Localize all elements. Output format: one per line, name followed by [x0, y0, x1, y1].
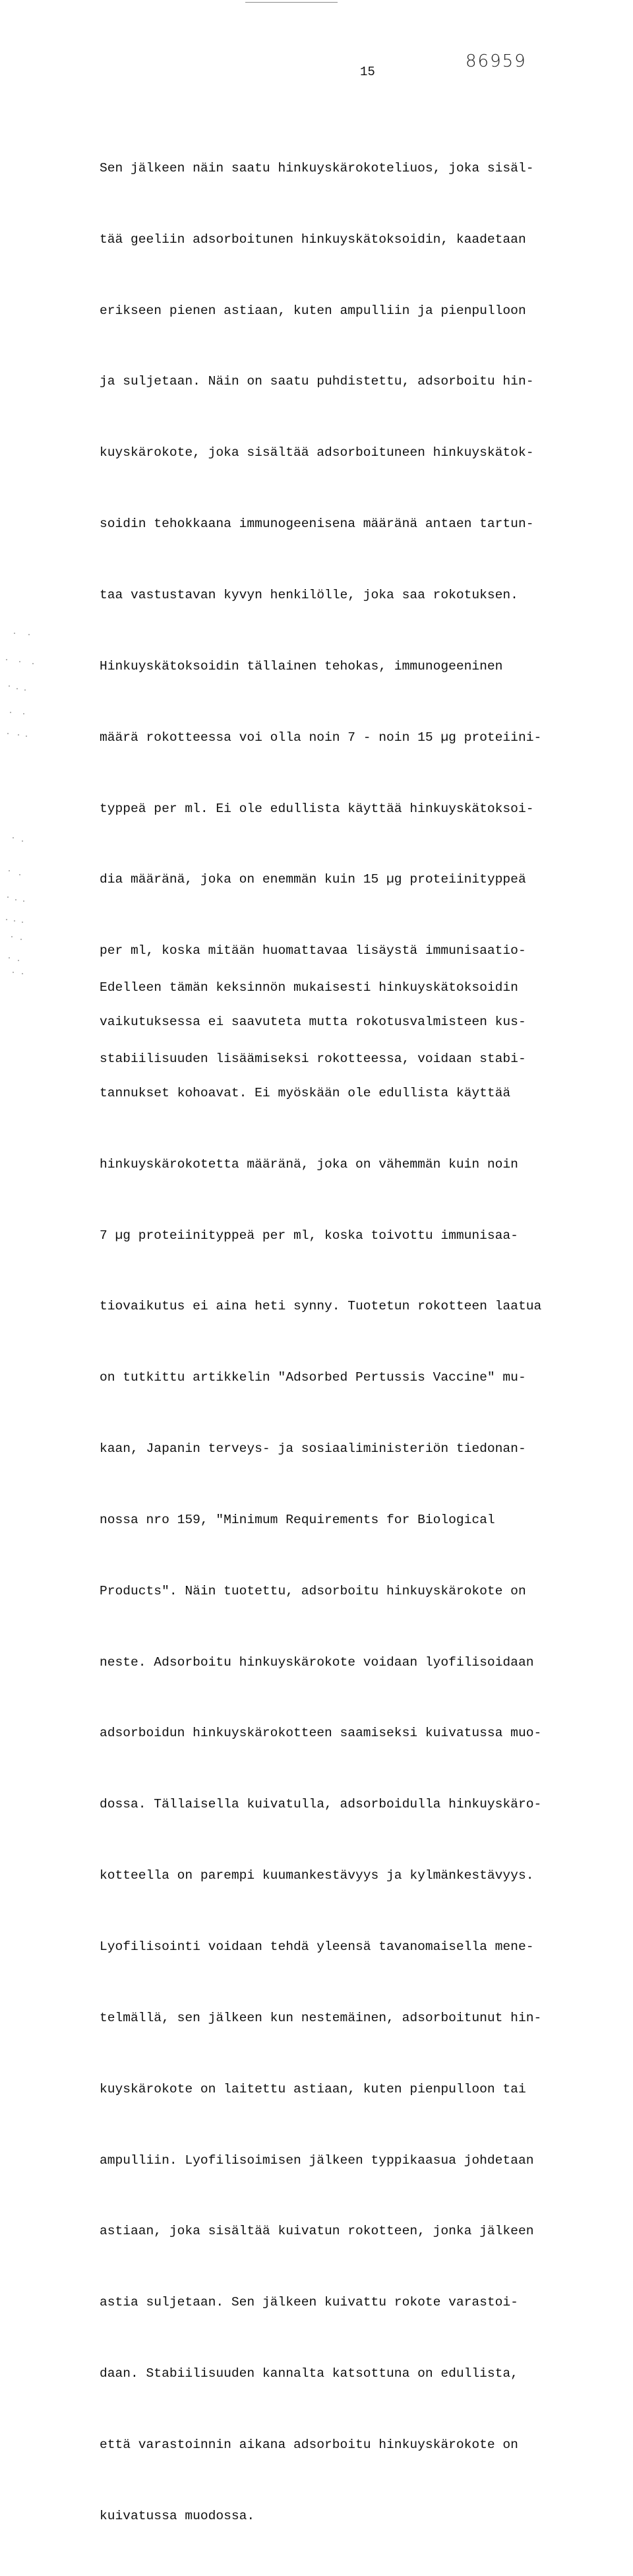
text-line: tannukset kohoavat. Ei myöskään ole edullista käyttää: [100, 1085, 511, 1100]
text-line: ampulliin. Lyofilisoimisen jälkeen typpikaasua johdetaan: [100, 2152, 534, 2168]
text-line: typpeä per ml. Ei ole edullista käyttää hinkuyskätoksoi-: [100, 801, 534, 816]
text-line: neste. Adsorboitu hinkuyskärokote voidaan lyofilisoidaan: [100, 1654, 534, 1670]
text-line: määrä rokotteessa voi olla noin 7 - noin 15 µg proteiini-: [100, 730, 542, 745]
text-line: erikseen pienen astiaan, kuten ampulliin ja pienpulloon: [100, 303, 526, 318]
text-line: hinkuyskärokotetta määränä, joka on vähemmän kuin noin: [100, 1156, 518, 1172]
text-line: kotteella on parempi kuumankestävyys ja kylmänkestävyys.: [100, 1868, 534, 1883]
text-line: ja suljetaan. Näin on saatu puhdistettu, adsorboitu hin-: [100, 374, 534, 389]
text-line: Sen jälkeen näin saatu hinkuyskärokoteliuos, joka sisäl-: [100, 160, 534, 175]
paragraph-1: [100, 110, 627, 2576]
text-line: kuyskärokote, joka sisältää adsorboituneen hinkuyskätok-: [100, 445, 534, 460]
text-line: dia määränä, joka on enemmän kuin 15 µg proteiinityppeä: [100, 872, 526, 887]
text-line: tää geeliin adsorboitunen hinkuyskätoksoidin, kaadetaan: [100, 232, 526, 247]
text-line: astia suljetaan. Sen jälkeen kuivattu rokote varastoi-: [100, 2295, 518, 2310]
text-line: vaikutuksessa ei saavuteta mutta rokotusvalmisteen kus-: [100, 1015, 526, 1030]
text-line: kuyskärokote on laitettu astiaan, kuten pienpulloon tai: [100, 2081, 526, 2096]
text-line: Edelleen tämän keksinnön mukaisesti hinkuyskätoksoidin: [100, 980, 518, 995]
page-number: 15: [360, 65, 375, 79]
text-line: kuivatussa muodossa.: [100, 2508, 255, 2523]
text-line: Lyofilisointi voidaan tehdä yleensä tavanomaisella mene-: [100, 1939, 534, 1954]
text-line: Hinkuyskätoksoidin tällainen tehokas, immunogeeninen: [100, 658, 503, 674]
document-number: 86959: [466, 51, 527, 71]
text-line: tiovaikutus ei aina heti synny. Tuotetun rokotteen laatua: [100, 1299, 542, 1314]
text-line: 7 µg proteiinityppeä per ml, koska toivottu immunisaa-: [100, 1228, 518, 1243]
text-line: että varastoinnin aikana adsorboitu hinkuyskärokote on: [100, 2437, 518, 2452]
text-line: dossa. Tällaisella kuivatulla, adsorboidulla hinkuyskäro-: [100, 1797, 542, 1812]
text-line: stabiilisuuden lisäämiseksi rokotteessa, voidaan stabi-: [100, 1051, 526, 1066]
text-line: nossa nro 159, "Minimum Requirements for Biological: [100, 1512, 495, 1527]
scan-noise-specks: [0, 0, 40, 978]
paragraph-2: [100, 929, 627, 1119]
text-line: soidin tehokkaana immunogeenisena määränä antaen tartun-: [100, 517, 534, 532]
text-line: on tutkittu artikkelin "Adsorbed Pertussis Vaccine" mu-: [100, 1370, 526, 1385]
text-line: per ml, koska mitään huomattavaa lisäystä immunisaatio-: [100, 943, 526, 958]
text-line: taa vastustavan kyvyn henkilölle, joka saa rokotuksen.: [100, 587, 518, 602]
scan-top-rule: [245, 2, 338, 3]
text-line: daan. Stabiilisuuden kannalta katsottuna on edullista,: [100, 2366, 518, 2381]
text-line: telmällä, sen jälkeen kun nestemäinen, adsorboitunut hin-: [100, 2010, 542, 2025]
text-line: astiaan, joka sisältää kuivatun rokotteen, jonka jälkeen: [100, 2224, 534, 2239]
text-line: Products". Näin tuotettu, adsorboitu hinkuyskärokote on: [100, 1583, 526, 1598]
text-line: adsorboidun hinkuyskärokotteen saamiseksi kuivatussa muo-: [100, 1726, 542, 1741]
text-line: kaan, Japanin terveys- ja sosiaaliministeriön tiedonan-: [100, 1441, 526, 1457]
